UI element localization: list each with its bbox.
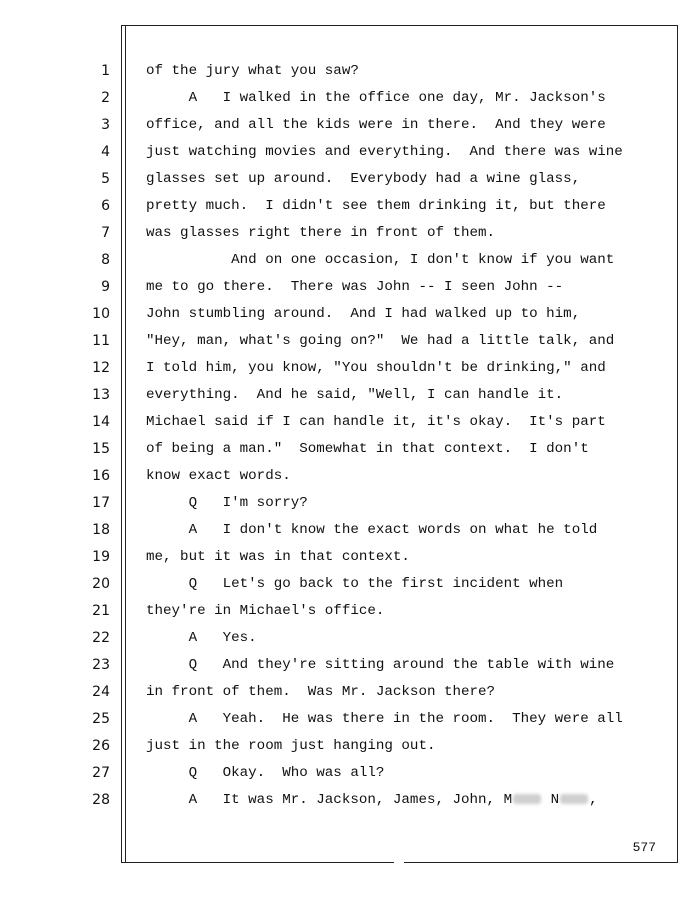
transcript-line: Q And they're sitting around the table with wine [146, 657, 615, 673]
page-border-right [677, 25, 678, 863]
page-border-bottom-left [121, 862, 394, 863]
transcript-line: everything. And he said, "Well, I can handle it. [146, 387, 564, 403]
transcript-line: "Hey, man, what's going on?" We had a little talk, and [146, 333, 615, 349]
transcript-line: Michael said if I can handle it, it's okay. It's part [146, 414, 606, 430]
line-number: 28 [92, 792, 110, 808]
transcript-line: A I don't know the exact words on what he told [146, 522, 598, 538]
redaction-blur [513, 794, 541, 804]
transcript-line: office, and all the kids were in there. And they were [146, 117, 606, 133]
last-line-after: , [589, 792, 598, 808]
transcript-line: me to go there. There was John -- I seen John -- [146, 279, 564, 295]
line-number: 18 [92, 522, 110, 538]
transcript-line: glasses set up around. Everybody had a wine glass, [146, 171, 581, 187]
transcript-line: of being a man." Somewhat in that context. I don't [146, 441, 589, 457]
transcript-line-last [146, 787, 666, 814]
page-border-bottom-right [404, 862, 678, 863]
line-number: 7 [101, 225, 110, 241]
line-number: 10 [92, 306, 110, 322]
line-number: 13 [92, 387, 110, 403]
line-number: 20 [92, 576, 110, 592]
transcript-line: just watching movies and everything. And there was wine [146, 144, 623, 160]
transcript-line: Q Okay. Who was all? [146, 765, 385, 781]
line-numbers [70, 58, 110, 814]
transcript-line: of the jury what you saw? [146, 63, 359, 79]
transcript-line: A Yes. [146, 630, 257, 646]
redaction-blur [560, 794, 588, 804]
last-line-before: A It was Mr. Jackson, James, John, M [146, 792, 513, 808]
line-number: 27 [92, 765, 110, 781]
line-number: 16 [92, 468, 110, 484]
line-number: 23 [92, 657, 110, 673]
transcript-line: pretty much. I didn't see them drinking it, but there [146, 198, 606, 214]
line-number: 9 [101, 279, 110, 295]
transcript-line: I told him, you know, "You shouldn't be drinking," and [146, 360, 606, 376]
line-number: 21 [92, 603, 110, 619]
line-number: 24 [92, 684, 110, 700]
transcript-line: they're in Michael's office. [146, 603, 385, 619]
line-number: 22 [92, 630, 110, 646]
line-number: 1 [101, 63, 110, 79]
line-number: 12 [92, 360, 110, 376]
transcript-line: Q Let's go back to the first incident when [146, 576, 564, 592]
transcript-text [146, 58, 666, 814]
line-number: 25 [92, 711, 110, 727]
transcript-line: was glasses right there in front of them. [146, 225, 496, 241]
page-border-top [121, 25, 678, 26]
page-border-left [121, 25, 122, 863]
transcript-line: Q I'm sorry? [146, 495, 308, 511]
line-number: 15 [92, 441, 110, 457]
line-number: 2 [101, 90, 110, 106]
transcript-line: know exact words. [146, 468, 291, 484]
line-number: 11 [92, 333, 110, 349]
transcript-line: just in the room just hanging out. [146, 738, 436, 754]
line-number: 6 [101, 198, 110, 214]
transcript-line: John stumbling around. And I had walked up to him, [146, 306, 581, 322]
transcript-line: me, but it was in that context. [146, 549, 410, 565]
line-number: 8 [101, 252, 110, 268]
transcript-line: A I walked in the office one day, Mr. Jackson's [146, 90, 606, 106]
page-border-left-inner [125, 25, 126, 863]
page-number: 577 [632, 840, 656, 855]
last-line-middle: N [542, 792, 560, 808]
transcript-line: in front of them. Was Mr. Jackson there? [146, 684, 496, 700]
transcript-line: A Yeah. He was there in the room. They were all [146, 711, 623, 727]
line-number: 19 [92, 549, 110, 565]
line-number: 17 [92, 495, 110, 511]
line-number: 5 [101, 171, 110, 187]
line-number: 4 [101, 144, 110, 160]
line-number: 14 [92, 414, 110, 430]
transcript-line: And on one occasion, I don't know if you want [146, 252, 615, 268]
line-number: 26 [92, 738, 110, 754]
line-number: 3 [101, 117, 110, 133]
